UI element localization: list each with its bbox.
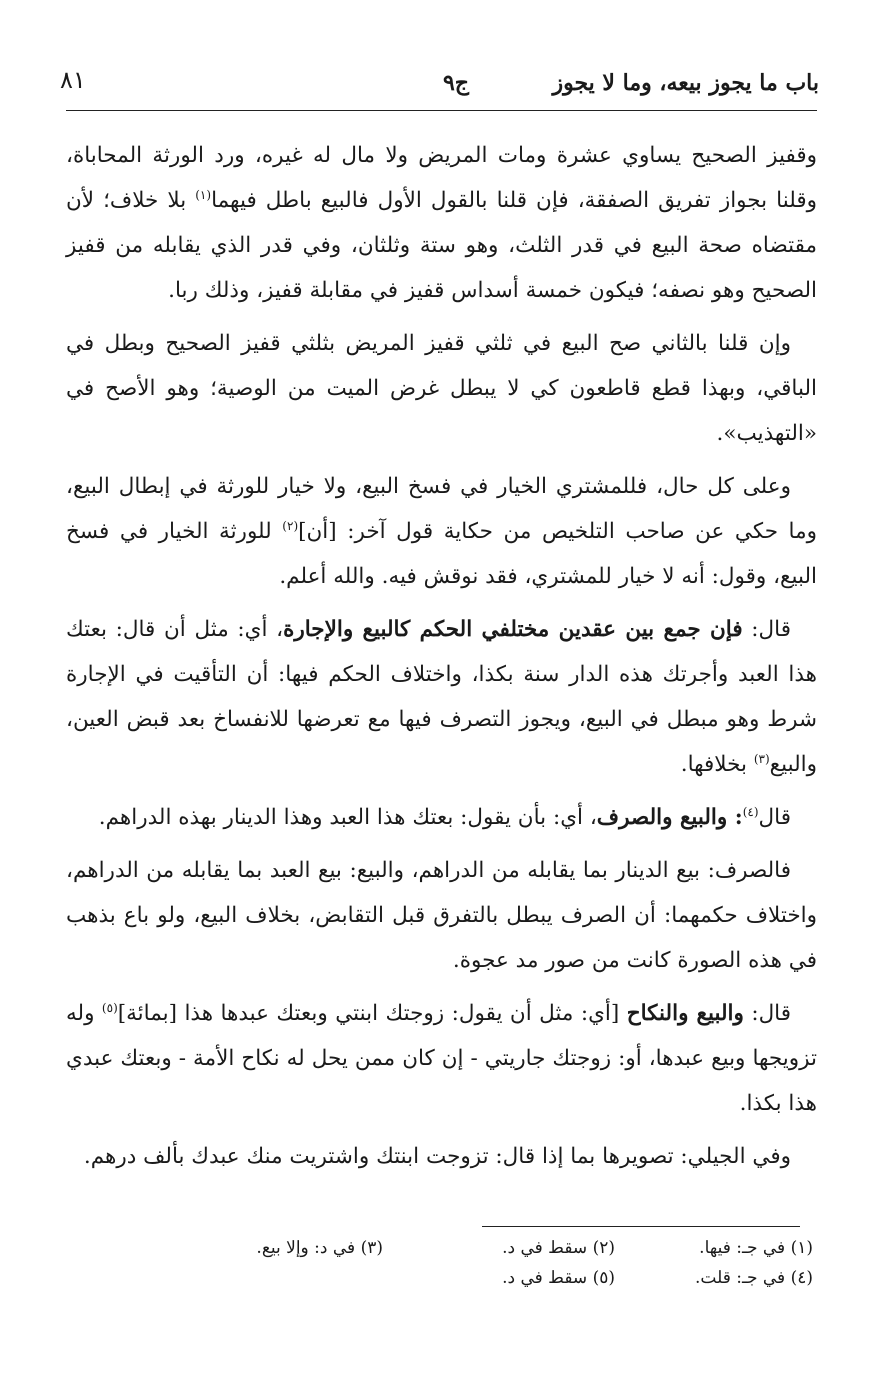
- footnote-ref-1: (١): [195, 187, 212, 202]
- paragraph-5: قال$^{(٤)}$: والبيع والصرف، أي: بأن يقول: بعتك هذا العبد وهذا الدينار بهذه الدراهم.: [98, 804, 791, 830]
- matn-text: فإن جمع بين عقدين مختلفي الحكم كالبيع والإجارة: [283, 617, 743, 642]
- footnote-2: (٢) سقط في د.: [502, 1238, 615, 1258]
- footnote-divider: [482, 1226, 800, 1227]
- header-divider: [66, 110, 817, 111]
- footnote-ref-4: (٤): [742, 804, 759, 819]
- footnote-3: (٣) في د: وإلا بيع.: [256, 1238, 383, 1258]
- paragraph-7: قال: والبيع والنكاح [أي: مثل أن يقول: زوجتك ابنتي وبعتك عبدها هذا [بمائة]$^{(٥)}$ وله تزويجها وبيع عبدها، أو: زوجتك جاريتي - إن كان ممن يحل له نكاح الأمة - وبعتك عبدي هذا بكذا.: [66, 1000, 817, 1116]
- footnote-5: (٥) سقط في د.: [502, 1268, 615, 1288]
- main-text: [66, 133, 817, 1187]
- footnote-4: (٤) في جـ: قلت.: [695, 1268, 813, 1288]
- volume-label: ج٩: [442, 70, 469, 96]
- footnote-row: [160, 1238, 813, 1268]
- matn-text: والبيع والنكاح: [626, 1001, 744, 1026]
- paragraph-1: وقفيز الصحيح يساوي عشرة ومات المريض ولا مال له غيره، ورد الورثة المحاباة، وقلنا بجواز تفريق الصفقة، فإن قلنا بالقول الأول فالبيع باطل فيهما$^{(١)}$ بلا خلاف؛ لأن مقتضاه صحة البيع في قدر الثلث، وهو ستة وثلثان، وفي قدر الذي يقابله من قفيز الصحيح وهو نصفه؛ فيكون خمسة أسداس قفيز في مقابلة قفيز، وذلك ربا.: [66, 143, 817, 303]
- page-number: ٨١: [60, 66, 86, 94]
- footnotes: [160, 1238, 813, 1298]
- footnote-1: (١) في جـ: فيها.: [699, 1238, 813, 1258]
- paragraph-4: قال: فإن جمع بين عقدين مختلفي الحكم كالبيع والإجارة، أي: مثل أن قال: بعتك هذا العبد وأجرتك هذه الدار سنة بكذا، واختلاف الحكم فيها: أن التأقيت في الإجارة شرط وهو مبطل في البيع، ويجوز التصرف فيها مع تعرضها للانفساخ بعد قبض العين، والبيع$^{(٣)}$ بخلافها.: [66, 617, 817, 777]
- matn-text: : والبيع والصرف: [596, 805, 743, 830]
- paragraph-3: وعلى كل حال، فللمشتري الخيار في فسخ البيع، ولا خيار للورثة في إبطال البيع، وما حكي عن صاحب التلخيص من حكاية قول آخر: [أن]$^{(٢)}$ للورثة الخيار في فسخ البيع، وقول: أنه لا خيار للمشتري، فقد نوقش فيه. والله أعلم.: [66, 474, 817, 589]
- paragraph-6: فالصرف: بيع الدينار بما يقابله من الدراهم، والبيع: بيع العبد بما يقابله من الدراهم، واختلاف حكمهما: أن الصرف يبطل بالتفرق قبل التقابض، بخلاف البيع، ولو باع بذهب في هذه الصورة كانت من صور مد عجوة.: [66, 858, 817, 973]
- footnote-ref-5: (٥): [101, 1000, 118, 1015]
- footnote-ref-3: (٣): [753, 751, 770, 766]
- paragraph-2: وإن قلنا بالثاني صح البيع في ثلثي قفيز المريض بثلثي قفيز الصحيح وبطل في الباقي، وبهذا قطع قاطعون كي لا يبطل غرض الميت من الوصية؛ وهو الأصح في «التهذيب».: [66, 331, 817, 446]
- footnote-ref-2: (٢): [282, 518, 299, 533]
- chapter-title: باب ما يجوز بيعه، وما لا يجوز: [552, 70, 819, 96]
- footnote-row: [160, 1268, 813, 1298]
- paragraph-8: وفي الجيلي: تصويرها بما إذا قال: تزوجت ابنتك واشتريت منك عبدك بألف درهم.: [83, 1144, 791, 1169]
- running-header: [60, 66, 819, 106]
